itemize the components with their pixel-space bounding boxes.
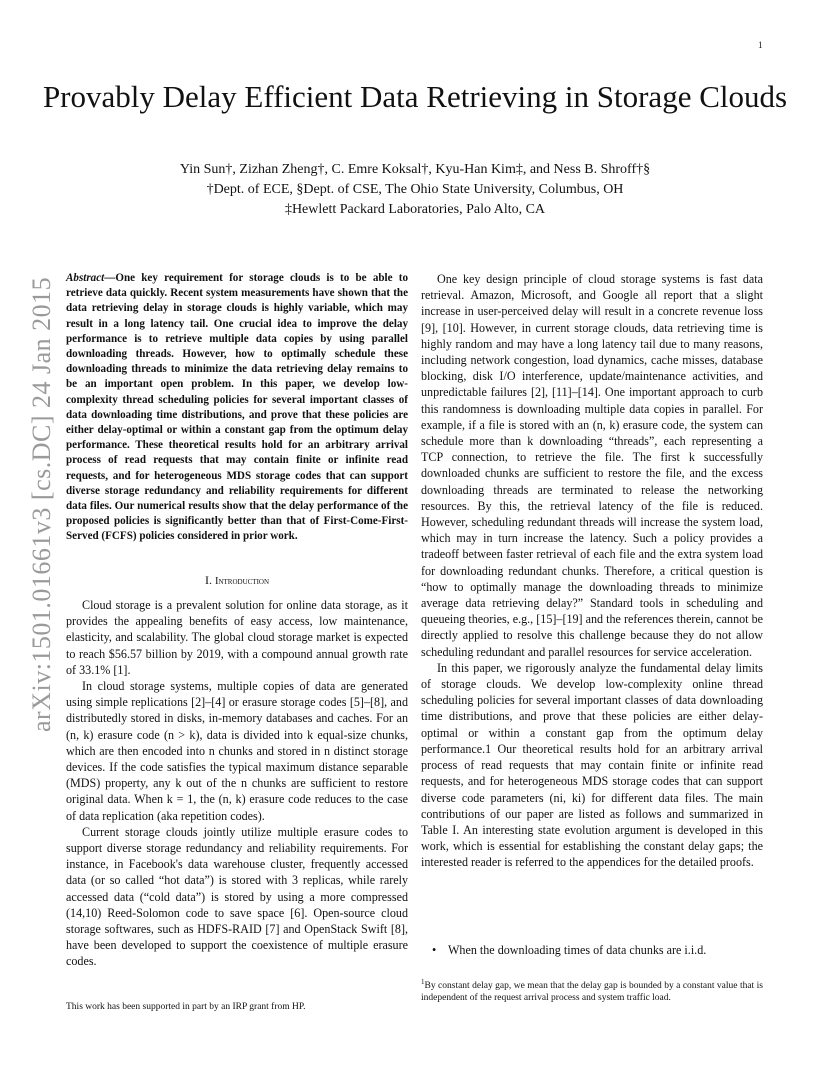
paragraph: One key design principle of cloud storage systems is fast data retrieval. Amazon, Microsoft, and Google all report that a slight increase in user-perceived delay will result in a concrete revenue loss [9], [10]. However, in current storage clouds, data retrieving time is highly random and may have a long latency tail due to many reasons, including network congestion, load dynamics, cache misses, database blocking, disk I/O interference, update/maintenance activities, and unpredictable failures [2], [11]–[14]. One important approach to curb this randomness is downloading multiple data copies in parallel. For example, if a file is stored with an (n, k) erasure code, the system can schedule more than k downloading “threads”, each representing a TCP connection, to retrieve the file. The first k successfully downloaded chunks are sufficient to restore the file, and the excess downloading threads are terminated to release the networking resources. By this, the retrieval latency of the file is reduced. However, scheduling redundant threads will increase the system load, which may in turn increase the latency. Such a policy provides a tradeoff between faster retrieval of each file and the extra system load for downloading redundant chunks. Therefore, a critical question is “how to optimally manage the downloading threads to minimize average data retrieving delay?” Standard tools in scheduling and queueing theories, e.g., [15]–[19] and the references therein, cannot be directly applied to resolve this challenge because they do not allow scheduling redundant and parallel resources for service acceleration. xyxy=(421,272,763,659)
section-title: Introduction xyxy=(214,576,270,587)
bullet-list-item xyxy=(432,942,762,958)
left-column-body xyxy=(66,597,408,970)
footnote-mark: 1 xyxy=(421,978,425,986)
page-number: 1 xyxy=(758,40,763,50)
arxiv-stamp: arXiv:1501.01661v3 [cs.DC] 24 Jan 2015 xyxy=(27,276,56,732)
paragraph: Cloud storage is a prevalent solution for online data storage, as it provides the appealing benefits of easy access, low maintenance, elasticity, and scalability. The global cloud storage market is expected to reach $56.57 billion by 2019, with a compound annual growth rate of 33.1% [1]. xyxy=(66,598,408,677)
abstract xyxy=(66,271,408,545)
paragraph: In cloud storage systems, multiple copies of data are generated using simple replications [2]–[4] or erasure storage codes [5]–[8], and distributedly stored in disks, in-memory databases and caches. For an (n, k) erasure code (n > k), data is divided into k equal-size chunks, which are then encoded into n chunks and stored in n distinct storage devices. If the code satisfies the typical maximum distance separable (MDS) property, any k out of the n chunks are sufficient to restore original data. When k = 1, the (n, k) erasure code reduces to the case of data replication (aka repetition codes). xyxy=(66,679,408,823)
section-heading xyxy=(66,573,408,588)
section-number: I. xyxy=(204,573,212,587)
funding-footnote: This work has been supported in part by an IRP grant from HP. xyxy=(66,1002,306,1012)
footnote xyxy=(421,976,763,1004)
bullet-icon: • xyxy=(432,943,437,957)
bullet-text: When the downloading times of data chunks are i.i.d. xyxy=(448,943,707,957)
authors-line: Yin Sun†, Zizhan Zheng†, C. Emre Koksal†, Kyu-Han Kim‡, and Ness B. Shroff†§ xyxy=(179,162,651,177)
affiliation-2: ‡Hewlett Packard Laboratories, Palo Alto, CA xyxy=(284,202,546,217)
footnote-text: By constant delay gap, we mean that the delay gap is bounded by a constant value that is independent of the request arrival process and system traffic load. xyxy=(421,981,763,1004)
affiliation-1: †Dept. of ECE, §Dept. of CSE, The Ohio State University, Columbus, OH xyxy=(206,182,624,197)
author-block xyxy=(40,160,790,220)
paper-title: Provably Delay Efficient Data Retrieving in Storage Clouds xyxy=(42,79,788,114)
abstract-text: —One key requirement for storage clouds is to be able to retrieve data quickly. Recent system measurements have shown that the data retrieving delay in storage clouds is highly variable, which may result in a long latency tail. One crucial idea to improve the delay performance is to retrieve multiple data copies by using parallel downloading threads. However, how to optimally schedule these downloading threads to minimize the data retrieving delay remains to be an important open problem. In this paper, we develop low-complexity thread scheduling policies for several important classes of data downloading time distributions, and prove that these policies are either delay-optimal or within a constant gap from the optimum delay performance. These theoretical results hold for an arbitrary arrival process of read requests that may contain finite or infinite read requests, and for heterogeneous MDS storage codes that can support diverse storage redundancy and reliability requirements for different data files. Our numerical results show that the delay performance of the proposed policies is significantly better than that of First-Come-First-Served (FCFS) policies considered in prior work. xyxy=(66,272,408,543)
abstract-lead: Abstract xyxy=(66,272,105,284)
paragraph: Current storage clouds jointly utilize multiple erasure codes to support diverse storage redundancy and reliability requirements. For instance, in Facebook's data warehouse cluster, frequently accessed data (or so called “hot data”) is stored with 3 replicas, while rarely accessed data (“cold data”) is stored by using a more compressed (14,10) Reed-Solomon code to save space [6]. Open-source cloud storage softwares, such as HDFS-RAID [7] and OpenStack Swift [8], have been developed to support the coexistence of multiple erasure codes. xyxy=(66,824,408,969)
paragraph: In this paper, we rigorously analyze the fundamental delay limits of storage clouds. We develop low-complexity online thread scheduling policies for several important classes of data downloading time distributions, and prove that these policies are either delay-optimal or within a constant gap from the optimum delay performance.1 Our theoretical results hold for an arbitrary arrival process of read requests that may contain finite or infinite read requests, and for heterogeneous MDS storage codes that can support diverse code parameters (ni, ki) for different data files. The main contributions of our paper are listed as follows and summarized in Table I. An interesting state evolution argument is developed in this work, which is essential for establishing the constant delay gaps; the interested reader is referred to the appendices for the detailed proofs. xyxy=(421,660,763,870)
right-column-body xyxy=(421,271,763,871)
